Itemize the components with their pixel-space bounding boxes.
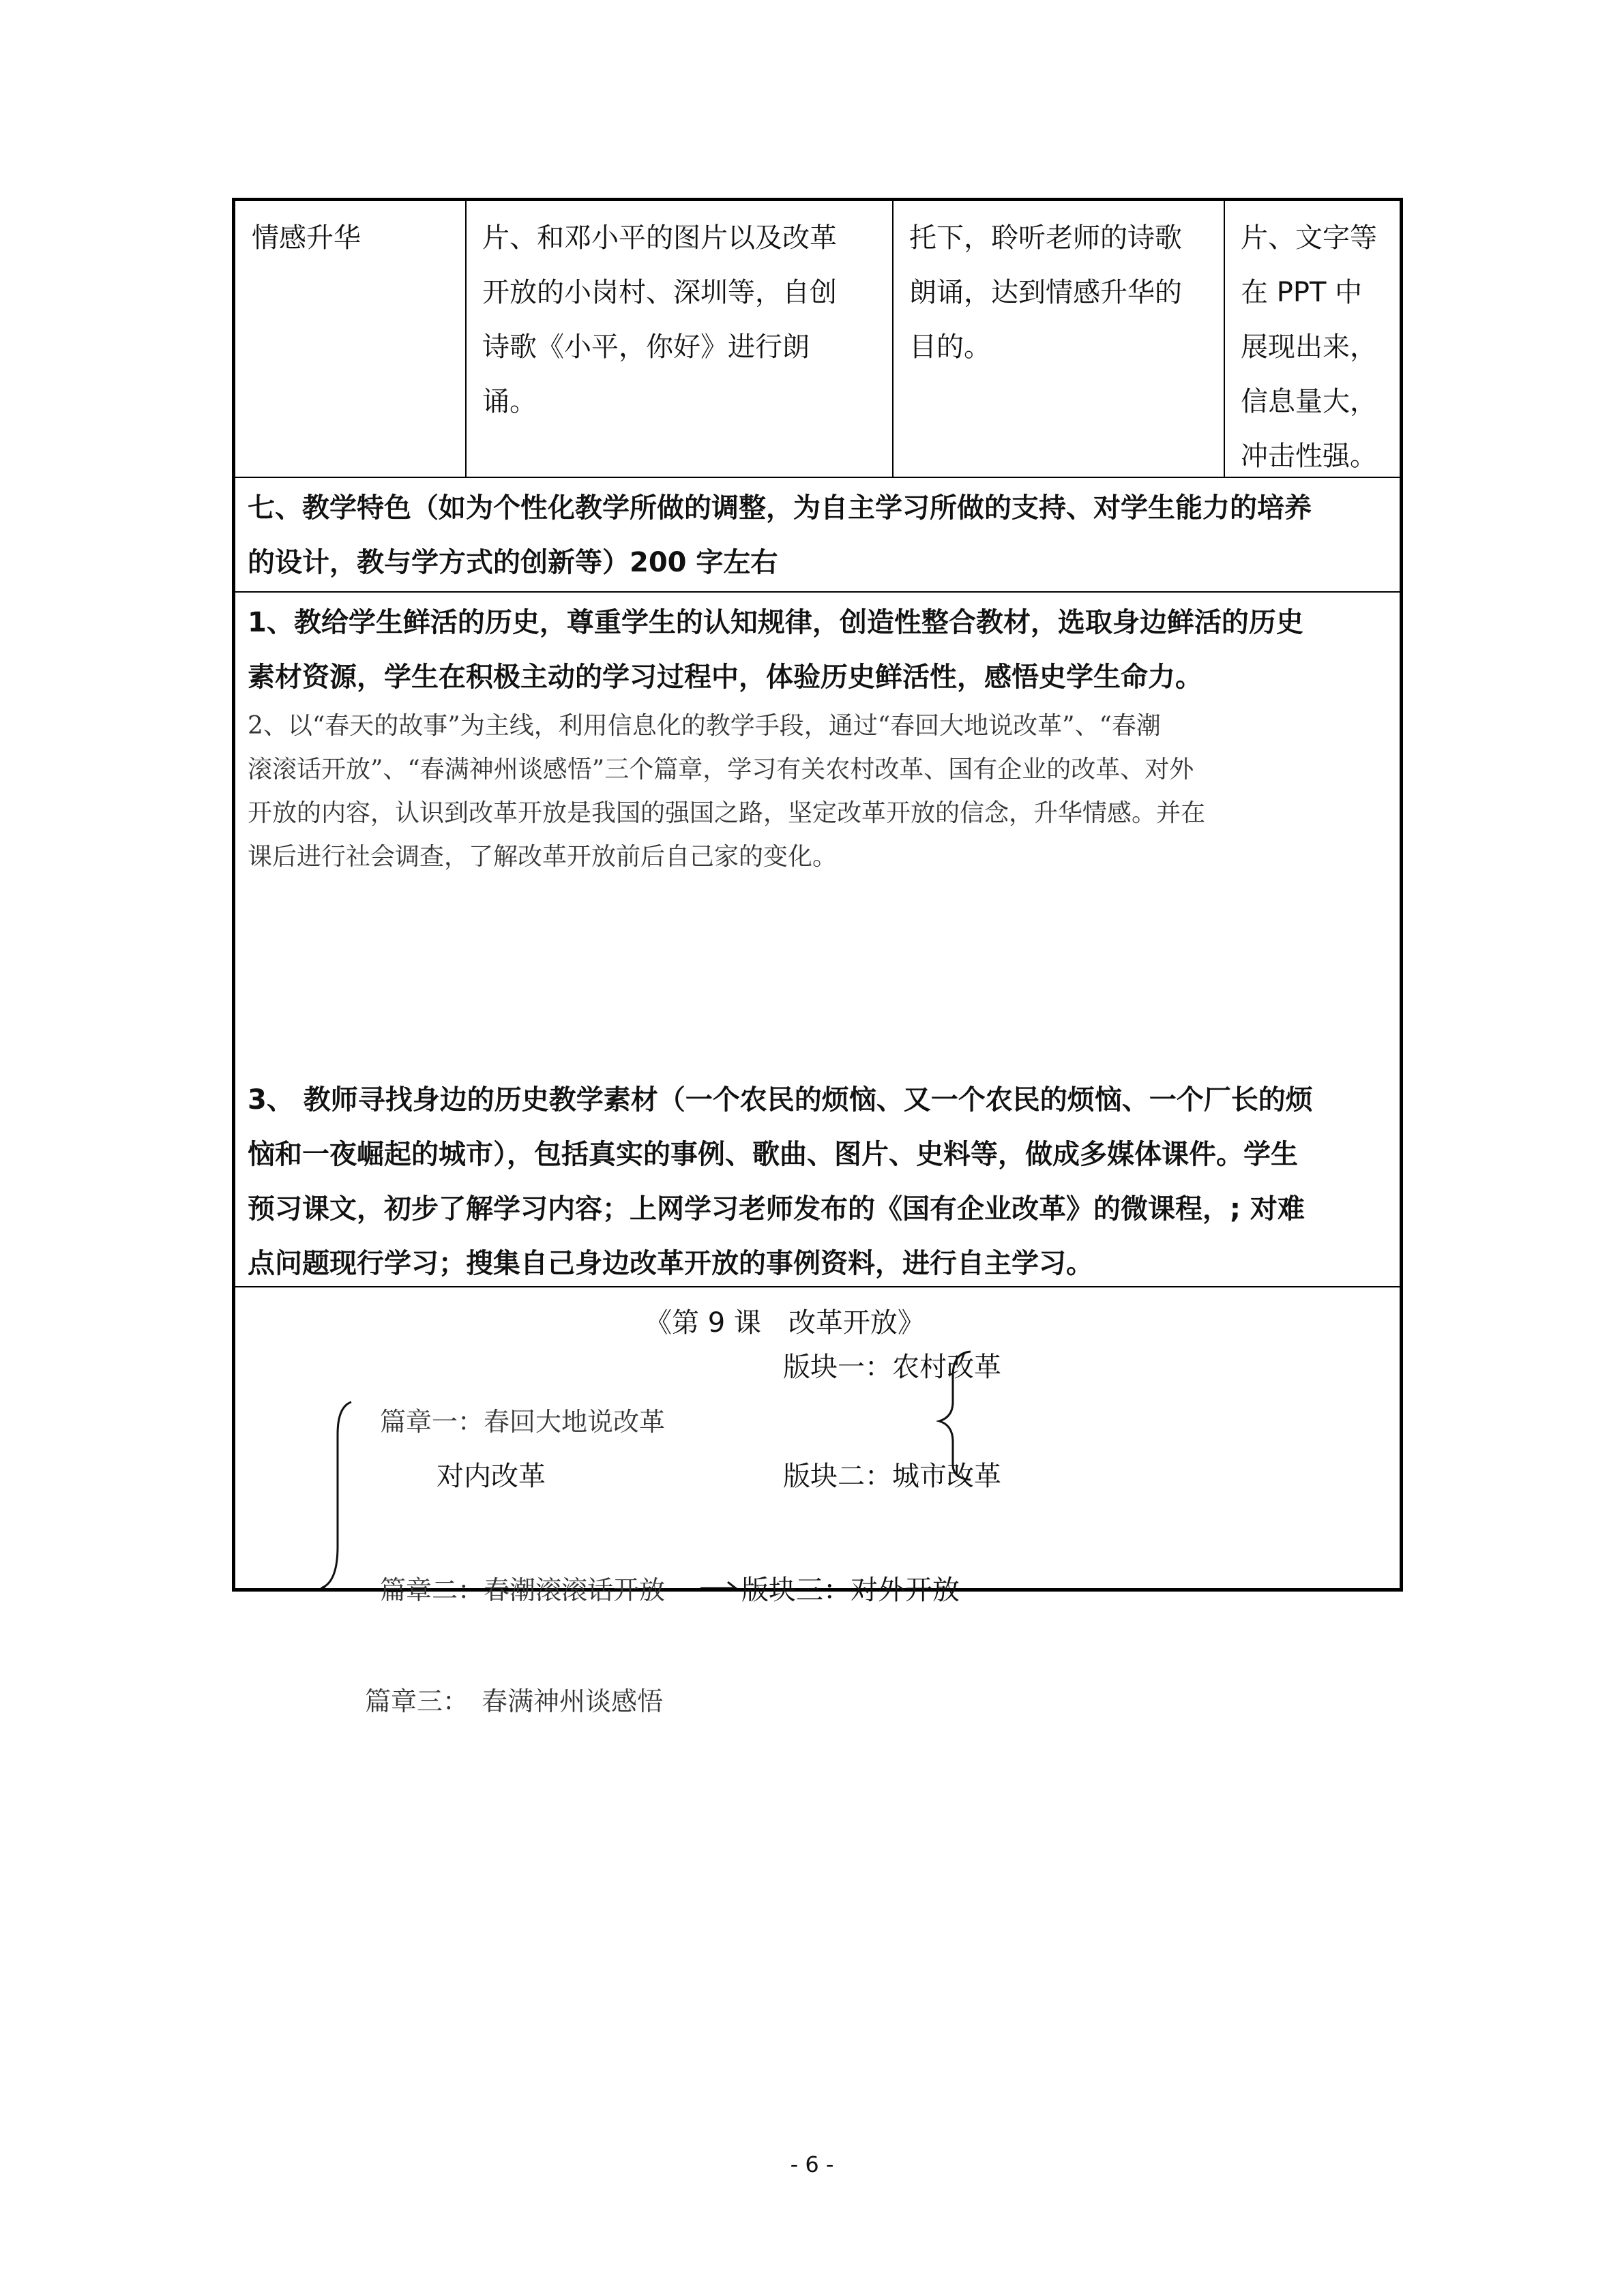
feature-item-1: 1、教给学生鲜活的历史，尊重学生的认知规律，创造性整合教材，选取身边鲜活的历史 素材资源，学生在积极主动的学习过程中，体验历史鲜活性，感悟史学生命力。 [248,607,1303,693]
chapter-2: 篇章二：春潮滚滚话开放 [380,1575,666,1605]
feature-item-2: 2、以“春天的故事”为主线，利用信息化的教学手段，通过“春回大地说改革”、“春潮 滚滚话开放”、“春满神州谈感悟”三个篇章，学习有关农村改革、国有企业的改革、对外 开放的内容，认识到改革开放是我国的强国之路，坚定改革开放的信念，升华情感。并在 课后进行社会调查，了解改革开放前后自己家的变化。 [248,712,1206,871]
table-row-emotion [235,201,1400,478]
chapter-1: 篇章一：春回大地说改革 [380,1407,666,1437]
chapter-3: 篇章三： 春满神州谈感悟 [365,1686,664,1716]
student-activity-cell: 托下，聆听老师的诗歌 朗诵，达到情感升华的 目的。 [909,222,1182,363]
outer-brace [323,1402,351,1588]
lesson-plan-table [232,198,1403,1716]
section-heading-row [235,478,1400,593]
block-2: 版块二：城市改革 [783,1461,1001,1492]
stage-cell: 情感升华 [252,222,361,254]
section-7-heading: 七、教学特色（如为个性化教学所做的调整，为自主学习所做的支持、对学生能力的培养 的设计，教与学方式的创新等）200 字左右 [248,492,1312,578]
inner-reform-label: 对内改革 [437,1461,546,1492]
features-row [235,593,1400,1287]
diagram-title: 《第 9 课 改革开放》 [645,1307,925,1339]
board-design-diagram [235,1287,1400,1716]
teacher-activity-cell: 片、和邓小平的图片以及改革 开放的小岗村、深圳等，自创 诗歌《小平，你好》进行朗 诵。 [482,222,837,417]
feature-item-3: 3、 教师寻找身边的历史教学素材（一个农民的烦恼、又一个农民的烦恼、一个厂长的烦 恼和一夜崛起的城市），包括真实的事例、歌曲、图片、史料等，做成多媒体课件。学生 预习课文，初步了解学习内容；上网学习老师发布的《国有企业改革》的微课程，; 对难 点问题现行学习；搜集自己身边改革开放的事例资料，进行自主学习。 [248,1084,1313,1279]
block-1: 版块一：农村改革 [783,1352,1001,1383]
page-number: - 6 - [790,2151,834,2177]
block-3: 版块三：对外开放 [741,1575,960,1606]
design-intent-cell: 片、文字等 在 PPT 中 展现出来， 信息量大， 冲击性强。 [1241,222,1377,472]
double-arrow-icon [700,1582,740,1588]
